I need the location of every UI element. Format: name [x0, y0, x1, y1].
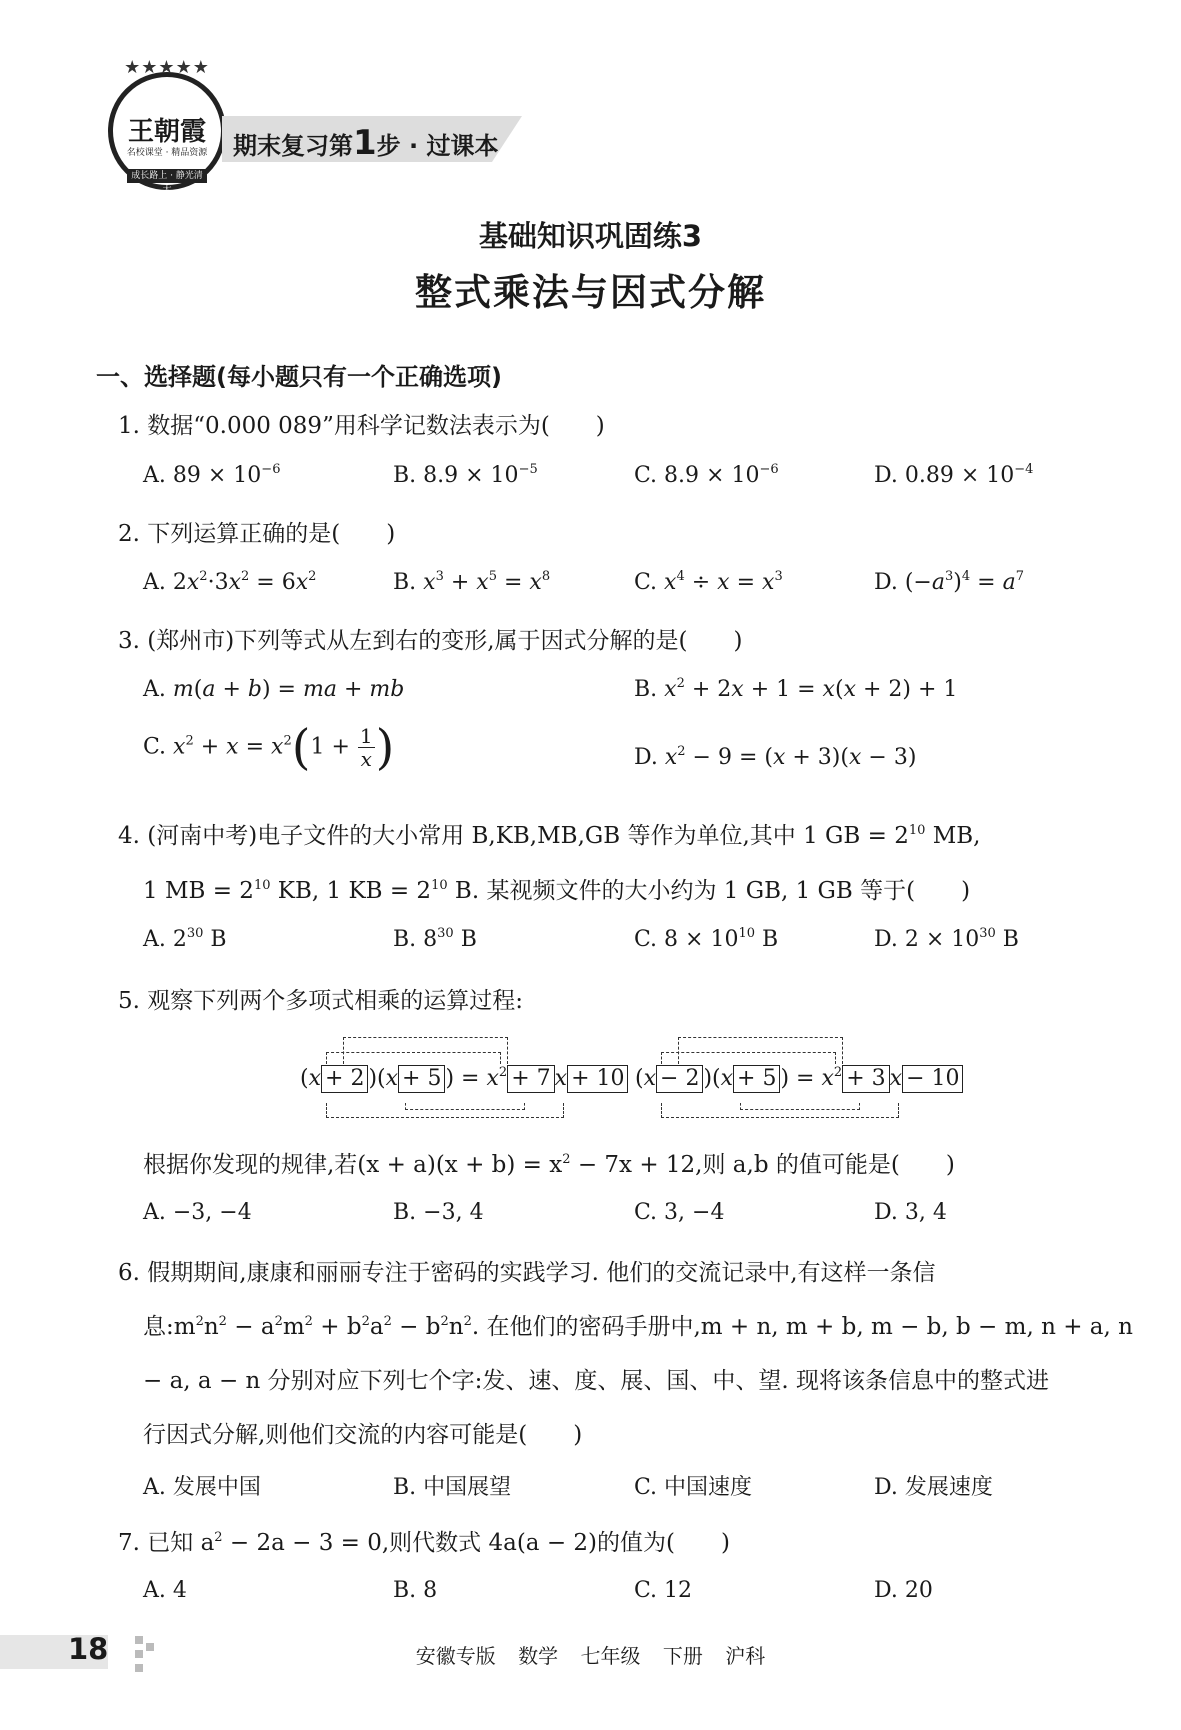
question-4-line2: 1 MB = $2^{10}$ KB, 1 KB = $2^{10}$ B. 某视频文件的大小约为 1 GB, 1 GB 等于( ) [143, 878, 971, 904]
footer-text: 安徽专版 数学 七年级 下册 沪科 [415, 1644, 766, 1668]
page-number: 18 [68, 1632, 109, 1666]
q1-option-b[interactable]: B. $8.9 \times 10^{-5}$ [393, 462, 538, 488]
q3-option-b[interactable]: B. $x^2 + 2x + 1 = x(x + 2) + 1$ [634, 676, 958, 702]
diagram-2-expression: (x − 2 )(x + 5 ) = $x^2 + 3$ x − 10 [635, 1065, 963, 1093]
q5-option-d[interactable]: D. 3, 4 [874, 1200, 947, 1225]
logo-name: 王朝霞 [127, 117, 206, 147]
q7-option-b[interactable]: B. 8 [393, 1578, 438, 1603]
question-1-stem: 1. 数据“0.000 089”用科学记数法表示为( ) [118, 413, 605, 439]
q1-option-d[interactable]: D. $0.89 \times 10^{-4}$ [874, 462, 1034, 488]
dashed-connector [326, 1052, 501, 1064]
question-6-line3: − a, a − n 分别对应下列七个字:发、速、度、展、国、中、望. 现将该条信息中的整式进 [143, 1368, 1050, 1394]
q6-option-a[interactable]: A. 发展中国 [143, 1475, 261, 1500]
q4-option-c[interactable]: C. $8 \times 10^{10}$ B [634, 926, 779, 952]
question-3-stem: 3. (郑州市)下列等式从左到右的变形,属于因式分解的是( ) [118, 628, 743, 654]
section-heading: 一、选择题(每小题只有一个正确选项) [96, 363, 502, 391]
question-6-line2: 息$:m^2n^2 - a^2m^2 + b^2a^2 - b^2n^2$. 在他们的密码手册中,m + n, m + b, m − b, b − m, n + a, n [143, 1314, 1133, 1340]
question-5-followup: 根据你发现的规律,若$(x + a)(x + b) = x^2 - 7x + 12$,则 a,b 的值可能是( ) [143, 1152, 955, 1178]
logo-subtitle: 名校课堂 · 精品资源 [126, 148, 208, 158]
q3-option-c[interactable]: C. $x^2 + x = x^2(1$ + $\frac{1}{x}$ ) [143, 719, 395, 776]
q1-option-c[interactable]: C. $8.9 \times 10^{-6}$ [634, 462, 779, 488]
question-5-stem: 5. 观察下列两个多项式相乘的运算过程: [118, 988, 524, 1014]
question-6-line1: 6. 假期期间,康康和丽丽专注于密码的实践学习. 他们的交流记录中,有这样一条信 [118, 1260, 936, 1286]
q2-option-d[interactable]: D. $(-a^3)^4 = a^7$ [874, 569, 1024, 595]
q6-option-d[interactable]: D. 发展速度 [874, 1475, 993, 1500]
q3-option-a[interactable]: A. m(a + b) = ma + mb [143, 677, 405, 702]
question-7-stem: 7. 已知 $a^2 - 2a - 3 = 0$,则代数式 4a(a − 2)的值为( ) [118, 1530, 730, 1556]
q7-option-c[interactable]: C. 12 [634, 1578, 693, 1603]
question-4-line1: 4. (河南中考)电子文件的大小常用 B,KB,MB,GB 等作为单位,其中 1 GB = $2^{10}$ MB, [118, 823, 981, 849]
logo-ribbon: 成长路上 · 静光清大 [127, 169, 207, 183]
q5-option-a[interactable]: A. −3, −4 [143, 1200, 252, 1225]
dashed-connector [740, 1103, 860, 1110]
q5-option-b[interactable]: B. −3, 4 [393, 1200, 484, 1225]
q5-option-c[interactable]: C. 3, −4 [634, 1200, 725, 1225]
q2-option-c[interactable]: C. $x^4 \div x = x^3$ [634, 569, 783, 595]
q3-option-d[interactable]: D. $x^2 - 9 = (x + 3)(x - 3)$ [634, 744, 917, 770]
q4-option-a[interactable]: A. $2^{30}$ B [143, 926, 227, 952]
stars-icon: ★★★★★ [124, 57, 210, 78]
q7-option-a[interactable]: A. 4 [143, 1578, 187, 1603]
page-title: 整式乘法与因式分解 [415, 271, 766, 314]
q2-option-a[interactable]: A. $2x^2\cdot 3x^2 = 6x^2$ [143, 569, 317, 595]
q7-option-d[interactable]: D. 20 [874, 1578, 933, 1603]
brand-logo [108, 57, 226, 195]
question-2-stem: 2. 下列运算正确的是( ) [118, 521, 396, 547]
q2-option-b[interactable]: B. $x^3 + x^5 = x^8$ [393, 569, 551, 595]
question-6-line4: 行因式分解,则他们交流的内容可能是( ) [143, 1422, 583, 1448]
dashed-connector [661, 1052, 836, 1064]
q4-option-b[interactable]: B. $8^{30}$ B [393, 926, 477, 952]
q6-option-c[interactable]: C. 中国速度 [634, 1475, 753, 1500]
banner-title: 期末复习第1步 · 过课本 [233, 123, 499, 163]
q6-option-b[interactable]: B. 中国展望 [393, 1475, 512, 1500]
exercise-title: 基础知识巩固练3 [478, 219, 703, 253]
dashed-connector [405, 1103, 525, 1110]
q1-option-a[interactable]: A. $89 \times 10^{-6}$ [143, 462, 281, 488]
q4-option-d[interactable]: D. $2 \times 10^{30}$ B [874, 926, 1019, 952]
diagram-1-expression: (x + 2 )(x + 5 ) = $x^2 + 7$ x + 10 [300, 1065, 628, 1093]
